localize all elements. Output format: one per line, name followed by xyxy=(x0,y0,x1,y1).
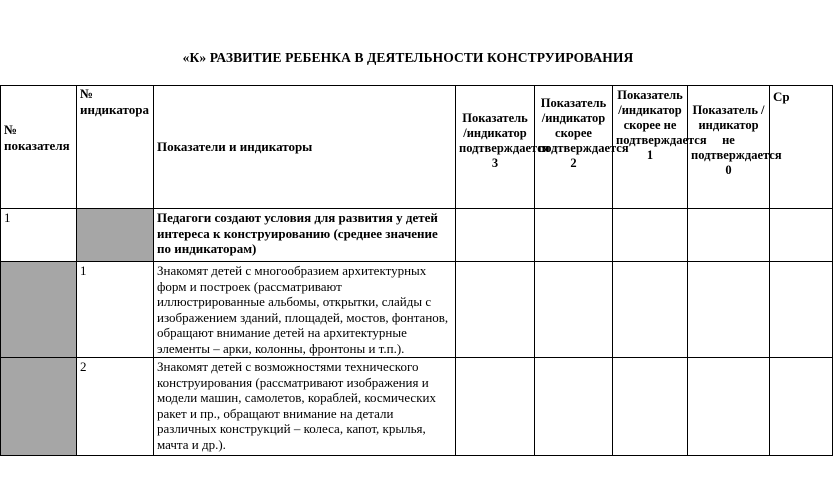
header-score-1: Показатель /индикатор скорее не подтверждается 1 xyxy=(613,86,688,209)
score-cell[interactable] xyxy=(456,209,535,262)
score-cell[interactable] xyxy=(535,209,613,262)
header-indicator-number: № показателя xyxy=(1,86,77,209)
score-cell[interactable] xyxy=(535,358,613,456)
score-cell[interactable] xyxy=(688,209,770,262)
page-title: «К» РАЗВИТИЕ РЕБЕНКА В ДЕЯТЕЛЬНОСТИ КОНСТРУИРОВАНИЯ xyxy=(182,50,634,65)
row-indicator-number xyxy=(1,262,77,358)
score-cell[interactable] xyxy=(456,358,535,456)
row-sub-indicator-number xyxy=(77,209,154,262)
average-cell[interactable] xyxy=(770,358,833,456)
score-cell[interactable] xyxy=(613,358,688,456)
row-sub-indicator-number: 1 xyxy=(77,262,154,358)
table-row xyxy=(1,358,833,456)
header-score-3: Показатель /индикатор подтверждается 3 xyxy=(456,86,535,209)
indicators-table xyxy=(0,85,833,456)
table-row xyxy=(1,209,833,262)
score-cell[interactable] xyxy=(535,262,613,358)
row-indicator-number xyxy=(1,358,77,456)
header-score-2: Показатель /индикатор скорее подтверждается 2 xyxy=(535,86,613,209)
average-cell[interactable] xyxy=(770,262,833,358)
table-row xyxy=(1,262,833,358)
row-sub-indicator-number: 2 xyxy=(77,358,154,456)
header-sub-indicator-number: № индикатора xyxy=(77,86,154,209)
row-text: Знакомят детей с многообразием архитектурных форм и построек (рассматривают иллюстрированные альбомы, открытки, слайды с изображением зданий, площадей, мостов, фонтанов, обращают внимание детей на архитектурные элементы – арки, колонны, фронтоны и т.п.). xyxy=(154,262,456,358)
score-cell[interactable] xyxy=(613,209,688,262)
header-indicators-name: Показатели и индикаторы xyxy=(154,86,456,209)
header-average: Ср xyxy=(770,86,833,209)
score-cell[interactable] xyxy=(613,262,688,358)
row-text: Знакомят детей с возможностями технического конструирования (рассматривают изображения и модели машин, самолетов, кораблей, космических ракет и пр., обращают внимание на детали различных конструкций – колеса, капот, крылья, мачта и др.). xyxy=(154,358,456,456)
table-header-row xyxy=(1,86,833,209)
header-score-0: Показатель /индикатор не подтверждается 0 xyxy=(688,86,770,209)
average-cell[interactable] xyxy=(770,209,833,262)
row-text: Педагоги создают условия для развития у детей интереса к конструированию (среднее значение по индикаторам) xyxy=(154,209,456,262)
score-cell[interactable] xyxy=(688,262,770,358)
row-indicator-number: 1 xyxy=(1,209,77,262)
score-cell[interactable] xyxy=(688,358,770,456)
score-cell[interactable] xyxy=(456,262,535,358)
